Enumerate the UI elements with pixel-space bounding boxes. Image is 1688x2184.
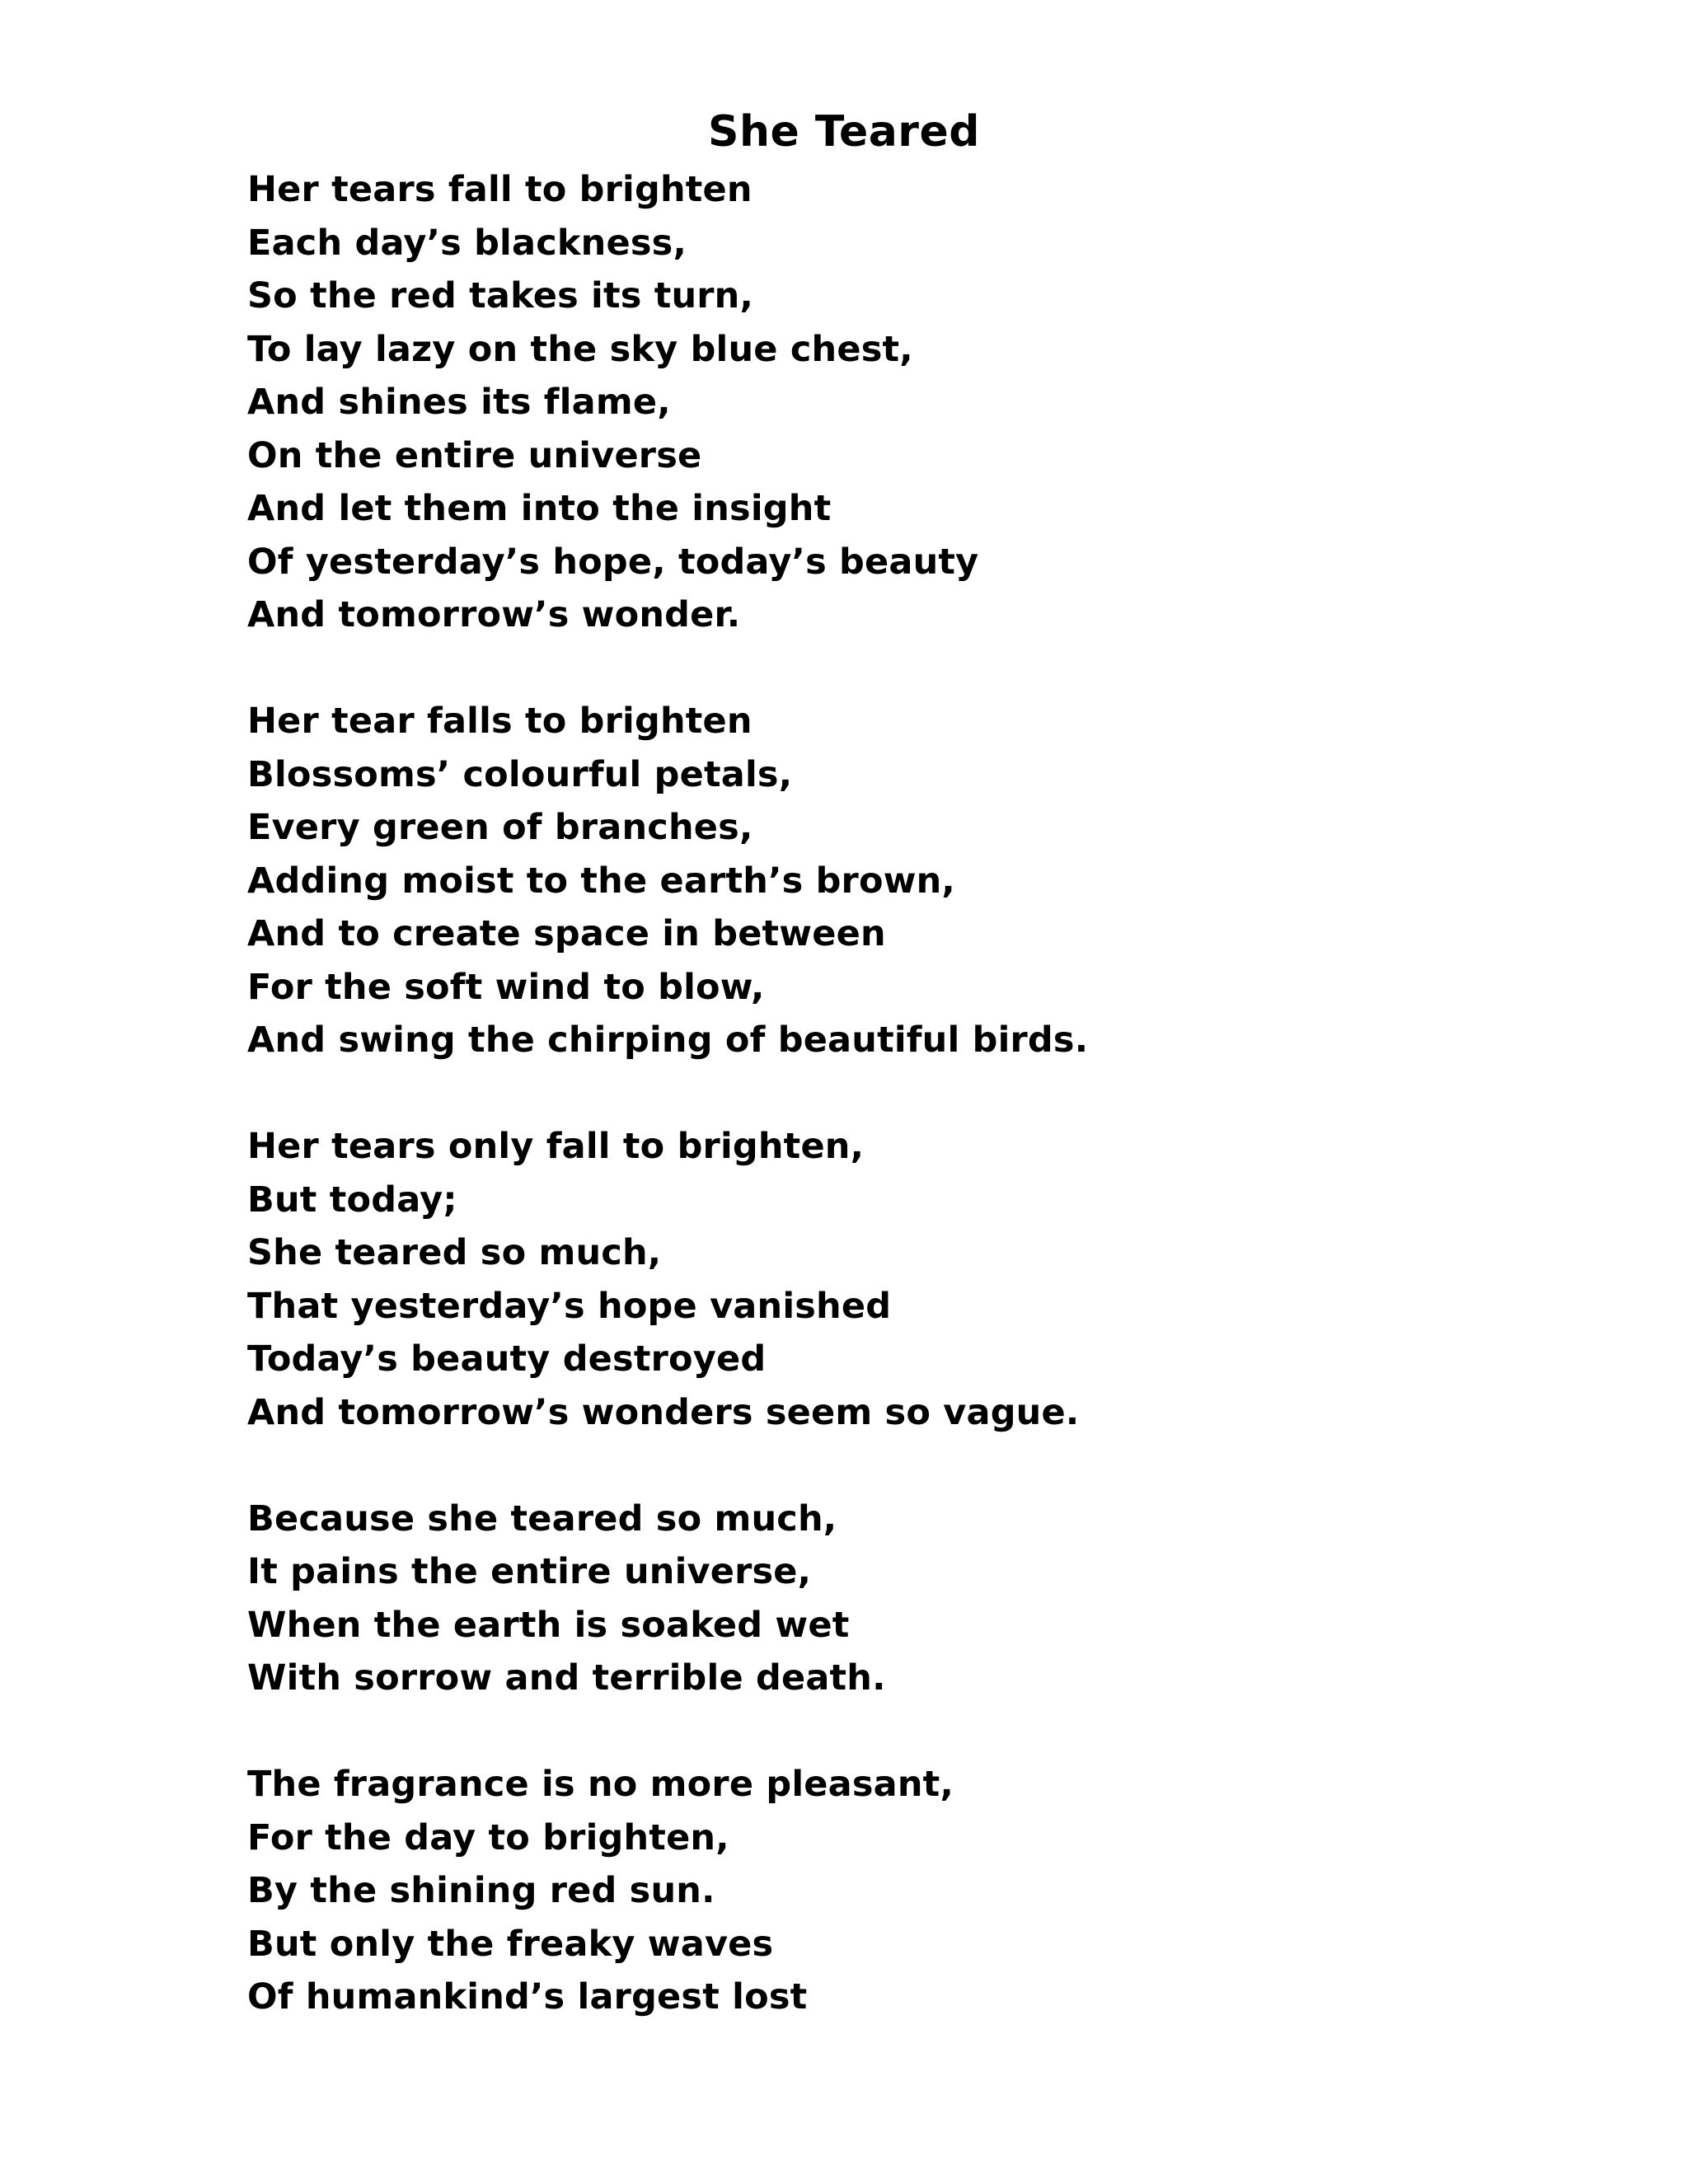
- poem-line: And swing the chirping of beautiful birds.: [247, 1019, 1089, 1061]
- poem-line: The fragrance is no more pleasant,: [247, 1764, 954, 1805]
- stanza-5: [247, 1758, 1566, 2024]
- poem-line: Her tears only fall to brighten,: [247, 1126, 865, 1167]
- poem-line: To lay lazy on the sky blue chest,: [247, 328, 913, 370]
- poem-line: On the entire universe: [247, 434, 702, 476]
- poem-line: But today;: [247, 1179, 457, 1221]
- poem-line: Her tear falls to brighten: [247, 701, 753, 742]
- poem-line: For the soft wind to blow,: [247, 966, 765, 1008]
- poem-line: And tomorrow’s wonders seem so vague.: [247, 1391, 1080, 1433]
- stanza-1: [247, 163, 1566, 642]
- poem-line: Adding moist to the earth’s brown,: [247, 860, 955, 902]
- stanza-2: [247, 695, 1566, 1067]
- poem-line: Her tears fall to brighten: [247, 169, 753, 210]
- poem-line: But only the freaky waves: [247, 1923, 774, 1965]
- poem-body: [247, 163, 1566, 2077]
- poem-line: So the red takes its turn,: [247, 275, 754, 316]
- poem-line: With sorrow and terrible death.: [247, 1657, 886, 1699]
- poem-line: And let them into the insight: [247, 488, 832, 529]
- poem-line: Each day’s blackness,: [247, 222, 687, 264]
- poem-line: It pains the entire universe,: [247, 1551, 812, 1592]
- poem-line: Today’s beauty destroyed: [247, 1338, 767, 1380]
- poem-line: When the earth is soaked wet: [247, 1604, 850, 1646]
- poem-line: Blossoms’ colourful petals,: [247, 753, 793, 795]
- poem-title: She Teared: [708, 107, 980, 157]
- stanza-4: [247, 1493, 1566, 1705]
- poem-line: For the day to brighten,: [247, 1816, 729, 1858]
- poem-line: She teared so much,: [247, 1232, 662, 1273]
- poem-line: And tomorrow’s wonder.: [247, 594, 741, 635]
- poem-line: Of yesterday’s hope, today’s beauty: [247, 541, 979, 583]
- stanza-3: [247, 1120, 1566, 1439]
- poem-line: Because she teared so much,: [247, 1497, 837, 1540]
- poem-line: Every green of branches,: [247, 807, 753, 848]
- poem-line: That yesterday’s hope vanished: [247, 1285, 892, 1327]
- poem-line: Of humankind’s largest lost: [247, 1976, 808, 2018]
- poem-line: By the shining red sun.: [247, 1870, 715, 1911]
- poem-line: And to create space in between: [247, 913, 886, 954]
- poem-line: And shines its flame,: [247, 382, 671, 423]
